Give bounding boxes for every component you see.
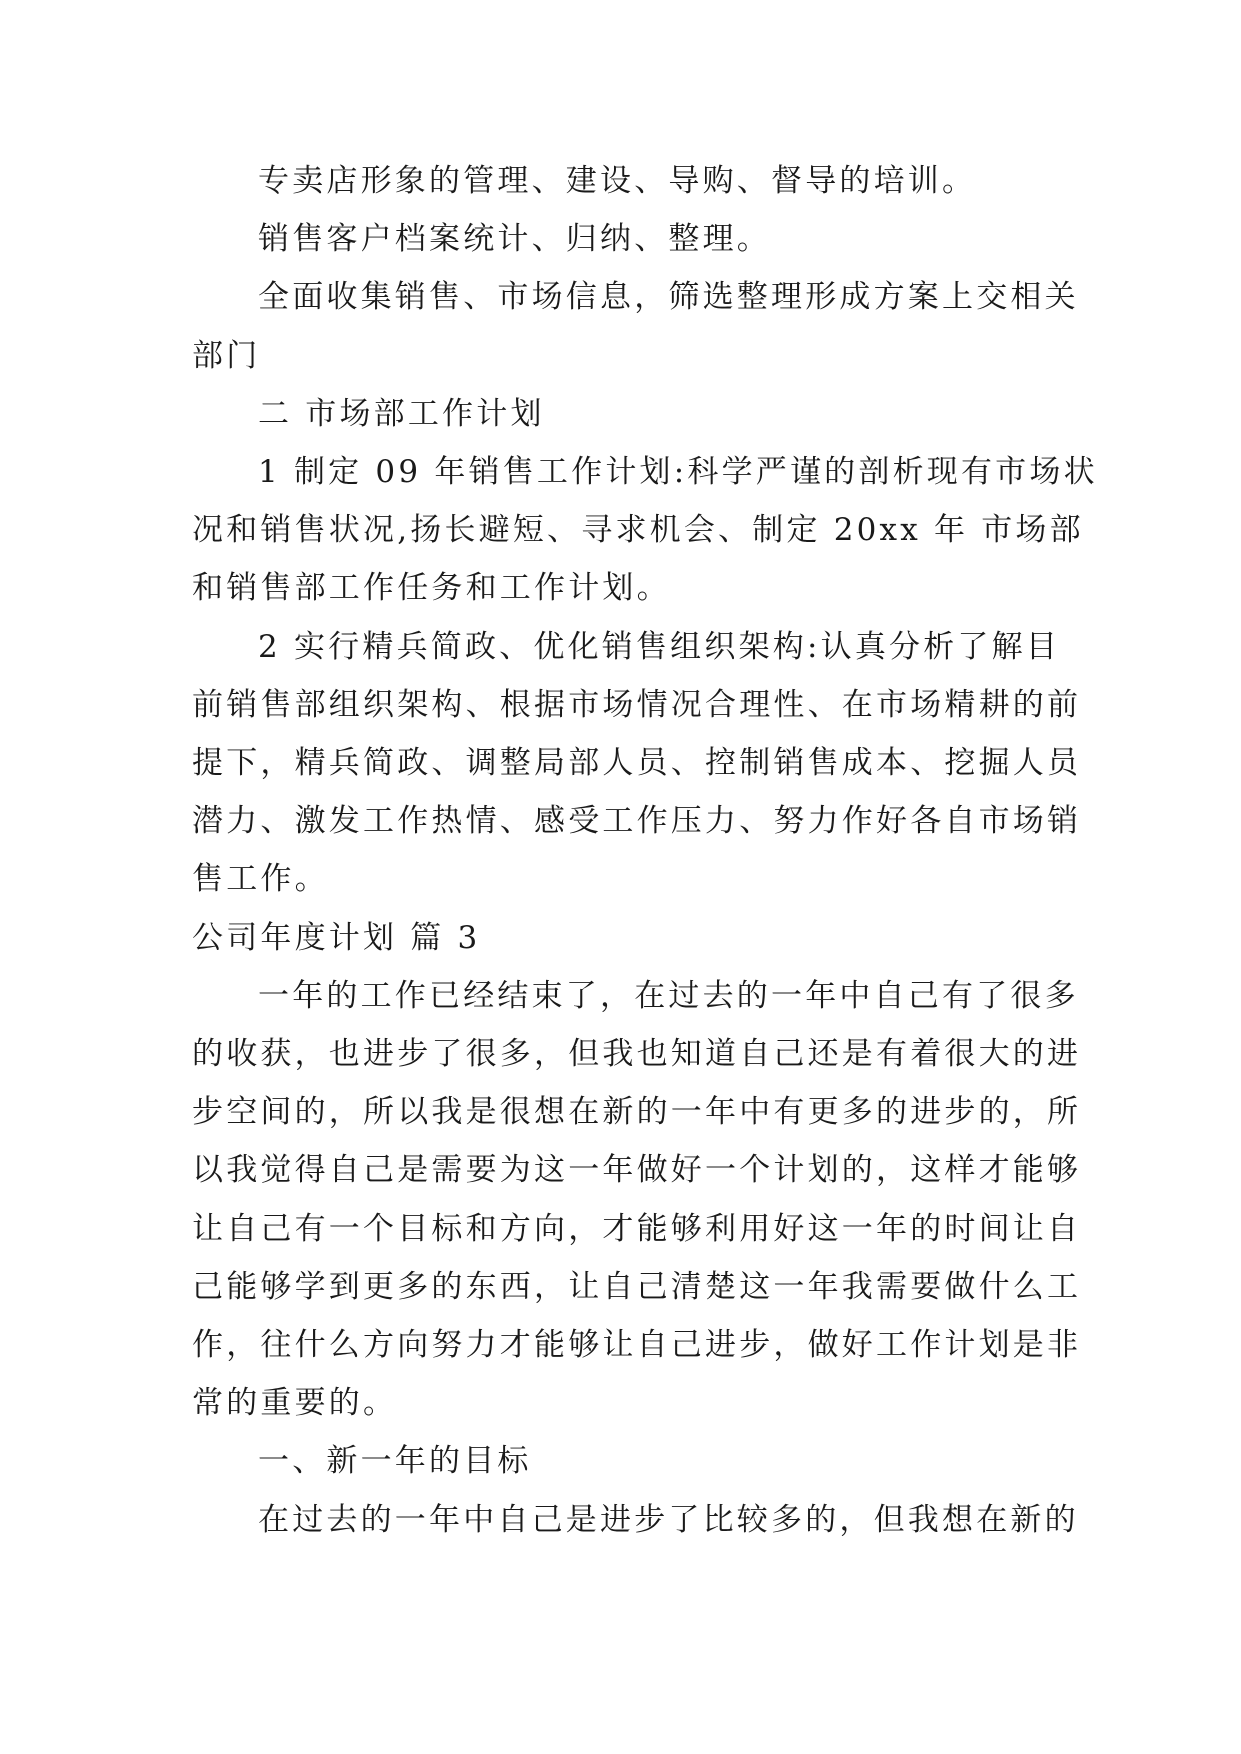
text-line: 售工作。 bbox=[192, 861, 329, 898]
text-line: 和销售部工作任务和工作计划。 bbox=[192, 570, 671, 607]
text-line: 步空间的，所以我是很想在新的一年中有更多的进步的，所 bbox=[192, 1094, 1082, 1131]
paragraph bbox=[192, 443, 1098, 618]
paragraph bbox=[192, 1491, 1079, 1549]
text-line: 公司年度计划 篇 3 bbox=[192, 919, 481, 956]
text-line: 2 实行精兵简政、优化销售组织架构:认真分析了解目 bbox=[258, 628, 1061, 665]
text-line: 一、新一年的目标 bbox=[258, 1443, 532, 1480]
paragraph bbox=[192, 268, 1079, 384]
text-line: 一年的工作已经结束了，在过去的一年中自己有了很多 bbox=[258, 977, 1079, 1014]
text-line: 部门 bbox=[192, 337, 261, 374]
paragraph bbox=[192, 210, 1052, 268]
text-line: 二 市场部工作计划 bbox=[258, 395, 545, 432]
paragraph bbox=[192, 618, 1082, 909]
text-line: 的收获，也进步了很多，但我也知道自己还是有着很大的进 bbox=[192, 1036, 1082, 1073]
text-line: 提下，精兵简政、调整局部人员、控制销售成本、挖掘人员 bbox=[192, 745, 1082, 782]
paragraph bbox=[192, 152, 1052, 210]
text-line: 常的重要的。 bbox=[192, 1385, 398, 1422]
text-line: 让自己有一个目标和方向，才能够利用好这一年的时间让自 bbox=[192, 1210, 1082, 1247]
text-line: 1 制定 09 年销售工作计划:科学严谨的剖析现有市场状 bbox=[258, 454, 1098, 491]
text-line: 销售客户档案统计、归纳、整理。 bbox=[258, 221, 771, 258]
text-line: 专卖店形象的管理、建设、导购、督导的培训。 bbox=[258, 163, 977, 199]
document-page bbox=[192, 152, 1098, 1549]
section-title bbox=[192, 909, 1052, 967]
text-line: 在过去的一年中自己是进步了比较多的，但我想在新的 bbox=[258, 1501, 1079, 1538]
section-heading bbox=[192, 385, 1052, 443]
paragraph bbox=[192, 967, 1082, 1433]
section-heading bbox=[192, 1432, 1052, 1490]
text-line: 以我觉得自己是需要为这一年做好一个计划的，这样才能够 bbox=[192, 1152, 1082, 1189]
text-line: 己能够学到更多的东西，让自己清楚这一年我需要做什么工 bbox=[192, 1268, 1082, 1305]
text-line: 全面收集销售、市场信息，筛选整理形成方案上交相关 bbox=[258, 279, 1079, 316]
text-line: 作，往什么方向努力才能够让自己进步，做好工作计划是非 bbox=[192, 1327, 1082, 1364]
text-line: 潜力、激发工作热情、感受工作压力、努力作好各自市场销 bbox=[192, 803, 1082, 840]
text-line: 况和销售状况,扬长避短、寻求机会、制定 20xx 年 市场部 bbox=[192, 512, 1084, 549]
text-line: 前销售部组织架构、根据市场情况合理性、在市场精耕的前 bbox=[192, 686, 1082, 723]
